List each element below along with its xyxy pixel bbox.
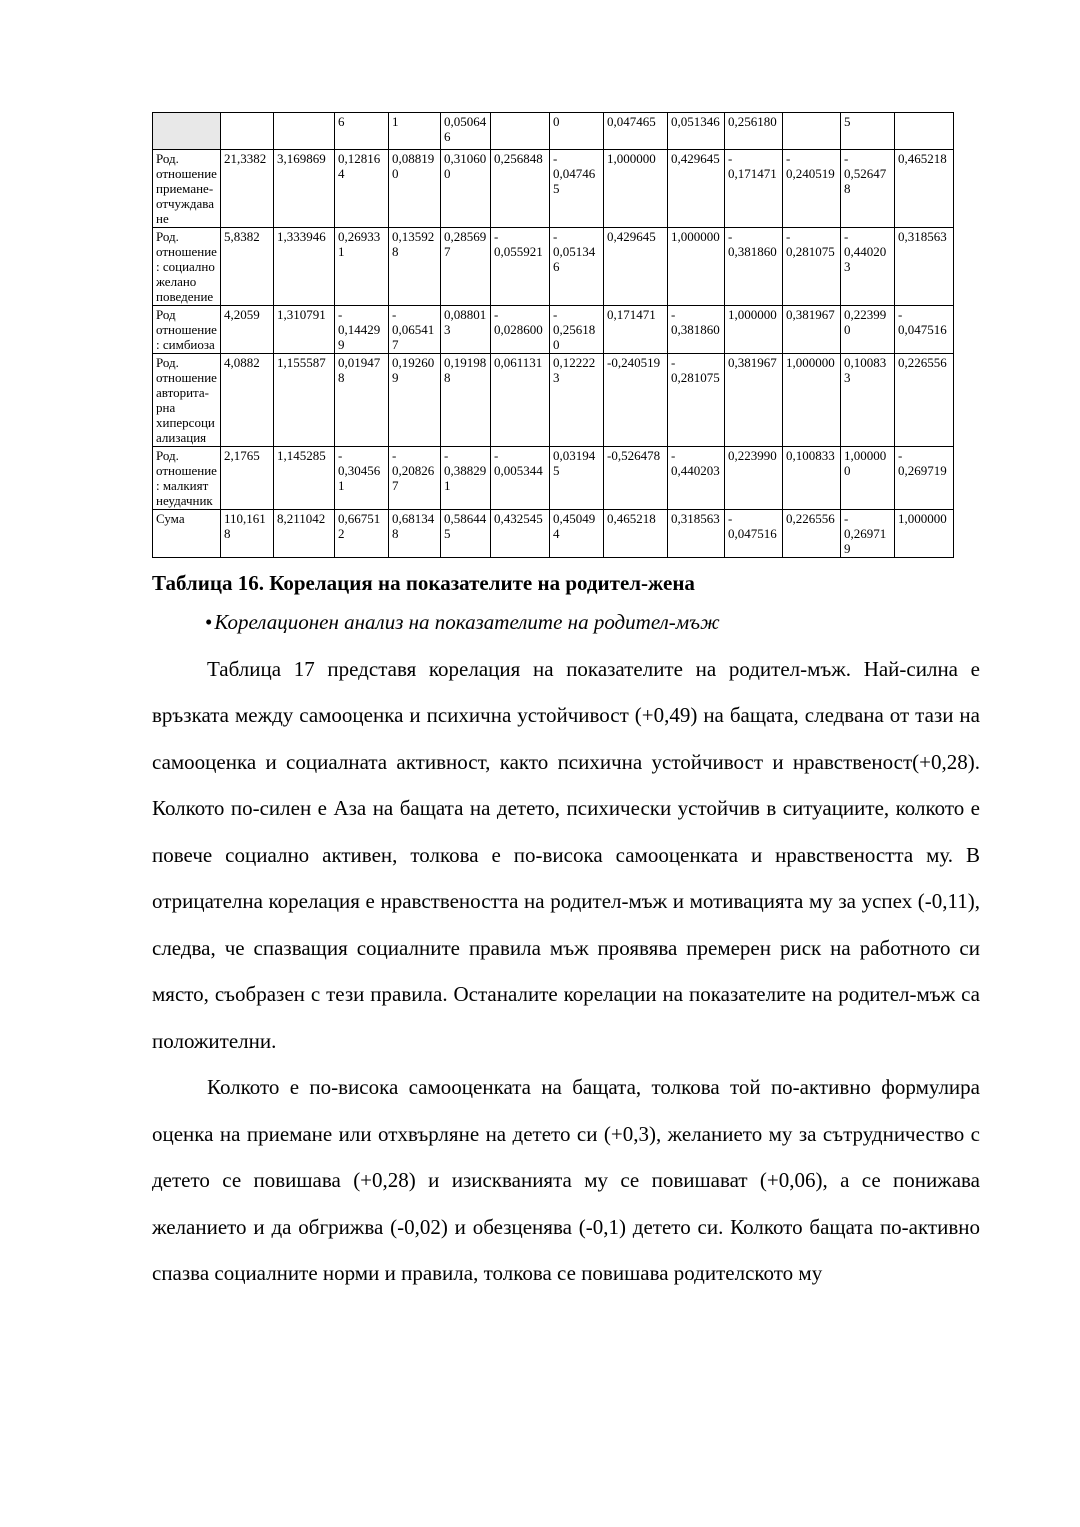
table-row bbox=[153, 113, 954, 150]
table-value-cell: -0,440203 bbox=[668, 447, 725, 510]
table-value-cell: -0,281075 bbox=[783, 228, 841, 306]
table-value-cell: -0,269719 bbox=[895, 447, 954, 510]
table-value-cell: 0,465218 bbox=[895, 150, 954, 228]
table-value-cell: 0,088013 bbox=[441, 306, 491, 354]
table-value-cell: -0,047516 bbox=[895, 306, 954, 354]
row-label-cell: Род. отношение приемане-отчуждаване bbox=[153, 150, 221, 228]
table-value-cell: 1,145285 bbox=[274, 447, 335, 510]
table-value-cell: -0,388291 bbox=[441, 447, 491, 510]
row-label-cell: Род. отношение : социално желано поведение bbox=[153, 228, 221, 306]
table-value-cell: 1,310791 bbox=[274, 306, 335, 354]
table-value-cell: 0,088190 bbox=[389, 150, 441, 228]
table-value-cell: 3,169869 bbox=[274, 150, 335, 228]
table-value-cell: 0,100833 bbox=[783, 447, 841, 510]
table-value-cell: -0,281075 bbox=[668, 354, 725, 447]
table-value-cell: 1,155587 bbox=[274, 354, 335, 447]
row-label-cell: Сума bbox=[153, 510, 221, 558]
table-caption: Таблица 16. Корелация на показателите на родител-жена bbox=[152, 571, 695, 595]
paragraph: Таблица 17 представя корелация на показателите на родител-мъж. Най-силна е връзката между самооценка и психична устойчивост (+0,49) на бащата, следвана от тази на самооценка и социалната активност, както психична устойчивост и нравственост(+0,28). Колкото по-силен е Аза на бащата на детето, психически устойчив в ситуациите, колкото е повече социално активен, толкова е по-висока самооценката и нравствеността му. В отрицателна корелация е нравствеността на родител-мъж и мотивацията му за успех (-0,11), следва, че спазващия социалните правила мъж проявява премерен риск на работното си място, съобразен с тези правила. Останалите корелации на показателите на родител-мъж са положителни. bbox=[152, 656, 980, 1053]
correlation-table-body bbox=[153, 113, 954, 558]
table-value-cell: 0,310600 bbox=[441, 150, 491, 228]
table-value-cell: 1,333946 bbox=[274, 228, 335, 306]
table-value-cell: 0,381967 bbox=[725, 354, 783, 447]
table-value-cell: 5 bbox=[841, 113, 895, 150]
row-label-cell: Род. отношение : малкият неудачник bbox=[153, 447, 221, 510]
table-value-cell: 1,000000 bbox=[895, 510, 954, 558]
table-row bbox=[153, 354, 954, 447]
table-value-cell: 0,122223 bbox=[550, 354, 604, 447]
table-value-cell: 110,1618 bbox=[221, 510, 274, 558]
table-value-cell: 0,256180 bbox=[725, 113, 783, 150]
table-value-cell: 6 bbox=[335, 113, 389, 150]
table-value-cell: 0,450494 bbox=[550, 510, 604, 558]
table-value-cell: 0,429645 bbox=[668, 150, 725, 228]
table-value-cell: 0,381967 bbox=[783, 306, 841, 354]
table-value-cell: -0,051346 bbox=[550, 228, 604, 306]
table-value-cell: 0,135928 bbox=[389, 228, 441, 306]
table-value-cell: 0,061131 bbox=[491, 354, 550, 447]
table-value-cell: 1,000000 bbox=[668, 228, 725, 306]
table-value-cell: -0,526478 bbox=[841, 150, 895, 228]
table-value-cell: 0,050646 bbox=[441, 113, 491, 150]
table-row bbox=[153, 510, 954, 558]
table-value-cell: -0,144299 bbox=[335, 306, 389, 354]
table-value-cell: 0,465218 bbox=[604, 510, 668, 558]
table-value-cell: -0,381860 bbox=[668, 306, 725, 354]
table-value-cell: 8,211042 bbox=[274, 510, 335, 558]
table-value-cell: -0,065417 bbox=[389, 306, 441, 354]
table-value-cell: 0,223990 bbox=[841, 306, 895, 354]
row-label-cell: Род отношение : симбиоза bbox=[153, 306, 221, 354]
table-value-cell: 0,223990 bbox=[725, 447, 783, 510]
table-value-cell: 0,226556 bbox=[783, 510, 841, 558]
table-value-cell: 4,2059 bbox=[221, 306, 274, 354]
table-value-cell: 0,429645 bbox=[604, 228, 668, 306]
table-value-cell: 0,285697 bbox=[441, 228, 491, 306]
table-value-cell: 0,171471 bbox=[604, 306, 668, 354]
table-value-cell bbox=[274, 113, 335, 150]
table-value-cell: 0,256848 bbox=[491, 150, 550, 228]
table-value-cell bbox=[491, 113, 550, 150]
bullet-item-text: Корелационен анализ на показателите на родител-мъж bbox=[214, 610, 720, 634]
bullet-item bbox=[205, 599, 980, 646]
table-value-cell: 0,047465 bbox=[604, 113, 668, 150]
body-paragraphs bbox=[152, 646, 980, 1297]
table-value-cell: 1,000000 bbox=[783, 354, 841, 447]
table-value-cell: -0,240519 bbox=[783, 150, 841, 228]
table-value-cell: 0,191988 bbox=[441, 354, 491, 447]
table-value-cell bbox=[783, 113, 841, 150]
table-value-cell: 0,586445 bbox=[441, 510, 491, 558]
table-value-cell bbox=[895, 113, 954, 150]
bullet-marker-icon: • bbox=[205, 610, 213, 634]
table-value-cell: 0,318563 bbox=[668, 510, 725, 558]
table-value-cell: 4,0882 bbox=[221, 354, 274, 447]
table-value-cell: 0,432545 bbox=[491, 510, 550, 558]
table-value-cell: -0,028600 bbox=[491, 306, 550, 354]
table-value-cell: -0,381860 bbox=[725, 228, 783, 306]
table-value-cell: 1,000000 bbox=[841, 447, 895, 510]
table-value-cell: 0,667512 bbox=[335, 510, 389, 558]
table-value-cell: 0 bbox=[550, 113, 604, 150]
table-value-cell: -0,055921 bbox=[491, 228, 550, 306]
table-row bbox=[153, 228, 954, 306]
table-value-cell: 0,192609 bbox=[389, 354, 441, 447]
table-value-cell: 1 bbox=[389, 113, 441, 150]
table-value-cell: -0,240519 bbox=[604, 354, 668, 447]
table-value-cell: 0,681348 bbox=[389, 510, 441, 558]
table-value-cell: 5,8382 bbox=[221, 228, 274, 306]
row-label-cell: Род. отношение авторита-рна хиперсоциализация bbox=[153, 354, 221, 447]
table-value-cell: 1,000000 bbox=[725, 306, 783, 354]
table-row bbox=[153, 150, 954, 228]
table-row bbox=[153, 447, 954, 510]
table-value-cell: -0,047516 bbox=[725, 510, 783, 558]
table-value-cell: -0,171471 bbox=[725, 150, 783, 228]
row-label-cell bbox=[153, 113, 221, 150]
table-value-cell: 0,269331 bbox=[335, 228, 389, 306]
table-value-cell: -0,256180 bbox=[550, 306, 604, 354]
table-value-cell: -0,005344 bbox=[491, 447, 550, 510]
table-value-cell: 1,000000 bbox=[604, 150, 668, 228]
table-value-cell: -0,208267 bbox=[389, 447, 441, 510]
table-value-cell: 0,318563 bbox=[895, 228, 954, 306]
table-value-cell: 0,019478 bbox=[335, 354, 389, 447]
correlation-table bbox=[152, 112, 954, 558]
table-value-cell: 21,3382 bbox=[221, 150, 274, 228]
table-value-cell: 0,226556 bbox=[895, 354, 954, 447]
table-value-cell bbox=[221, 113, 274, 150]
table-value-cell: 2,1765 bbox=[221, 447, 274, 510]
table-value-cell: 0,128164 bbox=[335, 150, 389, 228]
table-value-cell: -0,269719 bbox=[841, 510, 895, 558]
table-value-cell: 0,100833 bbox=[841, 354, 895, 447]
table-value-cell: -0,440203 bbox=[841, 228, 895, 306]
table-value-cell: 0,051346 bbox=[668, 113, 725, 150]
table-value-cell: -0,304561 bbox=[335, 447, 389, 510]
table-value-cell: -0,526478 bbox=[604, 447, 668, 510]
table-value-cell: -0,047465 bbox=[550, 150, 604, 228]
table-value-cell: 0,031945 bbox=[550, 447, 604, 510]
table-row bbox=[153, 306, 954, 354]
paragraph: Колкото е по-висока самооценката на бащата, толкова той по-активно формулира оценка на приемане или отхвърляне на детето си (+0,3), желанието му за сътрудничество с детето се повишава (+0,28) и изискванията му се повишават (+0,06), а се понижава желанието и да обгрижва (-0,02) и обезценява (-0,1) детето си. Колкото бащата по-активно спазва социалните норми и правила, толкова се повишава родителското му bbox=[152, 1075, 980, 1285]
